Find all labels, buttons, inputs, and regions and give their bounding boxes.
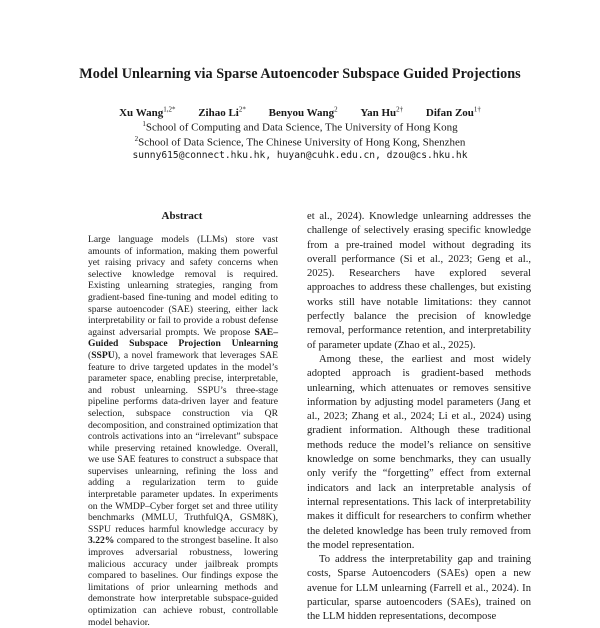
abstract-text: Large language models (LLMs) store vast amounts of information, making them powerful yet raising privacy and safety concerns when selective knowledge removal is required. Existing unlearning strategies, ranging from gradient-based fine-tuning and model editing to sparse autoencoder (SAE) steering, either lack interpretability or fail to provide a robust defense against adversarial prompts. We propose: [88, 234, 278, 338]
body-paragraph: To address the interpretability gap and training costs, Sparse Autoencoders (SAEs) open a new avenue for LLM unlearning (Farrell et al., 2024). In particular, sparse autoencoders (SAEs), trained on the LLM hidden representations, decompose: [307, 554, 531, 623]
paper-title: Model Unlearning via Sparse Autoencoder Subspace Guided Projections: [79, 66, 521, 82]
author-name: Zihao Li: [198, 106, 239, 119]
author-affiliation-mark: 2*: [238, 105, 246, 113]
author-affiliation-mark: 2†: [396, 105, 404, 113]
author: [269, 107, 338, 119]
affiliation-text: School of Data Science, The Chinese University of Hong Kong, Shenzhen: [138, 136, 466, 149]
method-abbreviation: SSPU: [91, 349, 115, 361]
abstract-text: ), a novel framework that leverages SAE feature to drive targeted updates in the model’s parameter space, enabling precise, interpretable, and robust unlearning. SSPU’s three-stage pipeline performs data-driven layer and feature selection, subspace construction via QR decomposition, and constrained optimization that controls activations into an “irrelevant” subspace while preserving retained knowledge. Overall, we use SAE features to construct a subspace that supervises unlearning, refining the loss and adding a regularization term to guide interpretable parameter updates. In experiments on the WMDP–Cyber forget set and three utility benchmarks (MMLU, TruthfulQA, GSM8K), SSPU reduces harmful knowledge accuracy by: [88, 349, 278, 535]
result-highlight: 3.22%: [88, 535, 115, 547]
abstract-text: (: [88, 349, 92, 361]
affiliation-text: School of Computing and Data Science, The University of Hong Kong: [145, 121, 458, 134]
method-name: SAE–Guided Subspace Projection Unlearning: [88, 326, 278, 350]
affiliation: [0, 135, 600, 149]
author-emails: sunny615@connect.hku.hk, huyan@cuhk.edu.cn, dzou@cs.hku.hk: [132, 150, 468, 161]
body-paragraph: Among these, the earliest and most widely adopted approach is gradient-based methods unlearning, which attenuates or removes sensitive information by adjusting model parameters (Jang et al., 2023; Zhang et al., 2024; Li et al., 2024) using gradient information. Although these traditional methods reduce the model’s reliance on sensitive knowledge on some benchmarks, they can usually only verify the “forgetting” effect from external indicators and lack an interpretable analysis of internal representations. This lack of interpretability makes it difficult for researchers to confirm whether the deleted knowledge has been truly removed from the model representation.: [307, 353, 531, 551]
author-name: Benyou Wang: [268, 106, 335, 119]
author: [119, 107, 175, 119]
author-name: Difan Zou: [425, 106, 474, 119]
author-affiliation-mark: 1†: [473, 105, 481, 113]
affiliation: [0, 120, 600, 134]
abstract-text: compared to the strongest baseline. It also improves adversarial robustness, lowering malicious accuracy under jailbreak prompts compared to baselines. Our findings expose the limitations of prior unlearning methods and demonstrate how interpretable subspace-guided optimization can achieve robust, controllable model behavior.: [88, 535, 278, 628]
author-list: [0, 105, 600, 119]
author-affiliation-mark: 2: [334, 105, 338, 113]
body-paragraph: et al., 2024). Knowledge unlearning addresses the challenge of selectively erasing specific knowledge from a pre-trained model without degrading its overall performance (Si et al., 2023; Geng et al., 2025). Researchers have explored several approaches to address these challenges, but existing works still have notable limitations: they cannot perfectly balance the precision of knowledge removal, performance retention, and interpretability of parameter update (Zhao et al., 2025).: [307, 211, 531, 351]
affiliation-mark: 1: [142, 120, 146, 128]
abstract-body: [88, 234, 278, 628]
affiliation-mark: 2: [134, 135, 139, 143]
author: [360, 107, 403, 119]
author: [426, 107, 481, 119]
introduction-column: [307, 210, 531, 623]
abstract-heading: Abstract: [161, 210, 203, 222]
author-name: Yan Hu: [360, 106, 397, 119]
author-name: Xu Wang: [119, 106, 164, 119]
author: [198, 107, 246, 119]
author-affiliation-mark: 1,2*: [163, 105, 176, 113]
